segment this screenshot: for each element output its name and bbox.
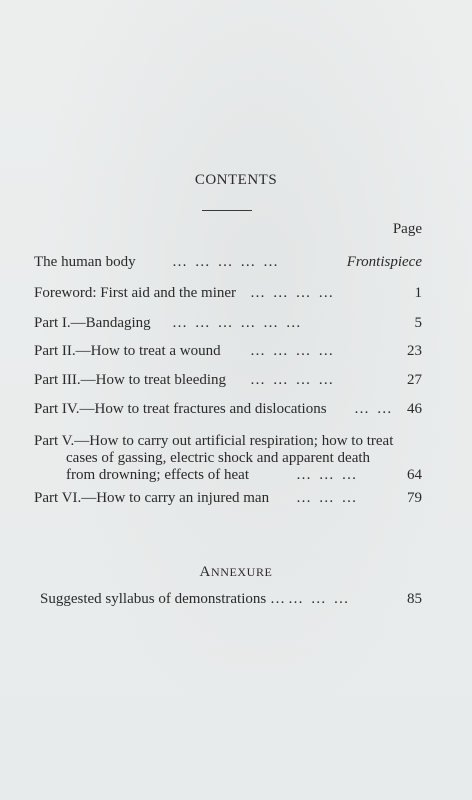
toc-leader-dots: … … … (288, 591, 351, 607)
toc-entry-text-line-2: cases of gassing, electric shock and apparent death (66, 450, 371, 466)
toc-leader-dots: … … … … (250, 372, 336, 388)
title-divider (202, 210, 252, 211)
toc-leader-dots: … … … (296, 490, 359, 506)
toc-leader-dots: … … … … … … (172, 315, 303, 331)
toc-entry-text: Part II.—How to treat a wound (34, 343, 221, 359)
toc-leader-dots: … … … … … (172, 254, 280, 270)
toc-entry-text: Suggested syllabus of demonstrations … (40, 591, 285, 607)
toc-entry-text: Part VI.—How to carry an injured man (34, 490, 270, 506)
page-title: CONTENTS (194, 172, 278, 188)
toc-leader-dots: … … (354, 401, 394, 417)
annexure-heading: ANNEXURE (199, 564, 273, 580)
toc-entry-text: Part I.—Bandaging (34, 315, 151, 331)
toc-leader-dots: … … … (296, 467, 359, 483)
toc-leader-dots: … … … … (250, 285, 336, 301)
toc-entry-page: 5 (414, 315, 422, 331)
page-column-heading: Page (392, 221, 422, 237)
toc-entry-text-line-3: from drowning; effects of heat (66, 467, 249, 483)
toc-entry-page: 79 (407, 490, 422, 506)
toc-entry-text-line-1: Part V.—How to carry out artificial respiration; how to treat (34, 433, 394, 449)
toc-entry-page: 85 (407, 591, 422, 607)
toc-entry-page: 23 (407, 343, 422, 359)
toc-entry-text: Foreword: First aid and the miner (34, 285, 237, 301)
toc-entry-text: Part IV.—How to treat fractures and dislocations (34, 401, 327, 417)
toc-entry-page: 64 (407, 467, 422, 483)
toc-entry-text: Part III.—How to treat bleeding (34, 372, 227, 388)
toc-entry-page: 1 (414, 285, 422, 301)
toc-entry-page: 46 (407, 401, 422, 417)
toc-entry-text: The human body (34, 254, 136, 270)
toc-entry-page: Frontispiece (346, 254, 422, 270)
toc-entry-page: 27 (407, 372, 422, 388)
toc-leader-dots: … … … … (250, 343, 336, 359)
